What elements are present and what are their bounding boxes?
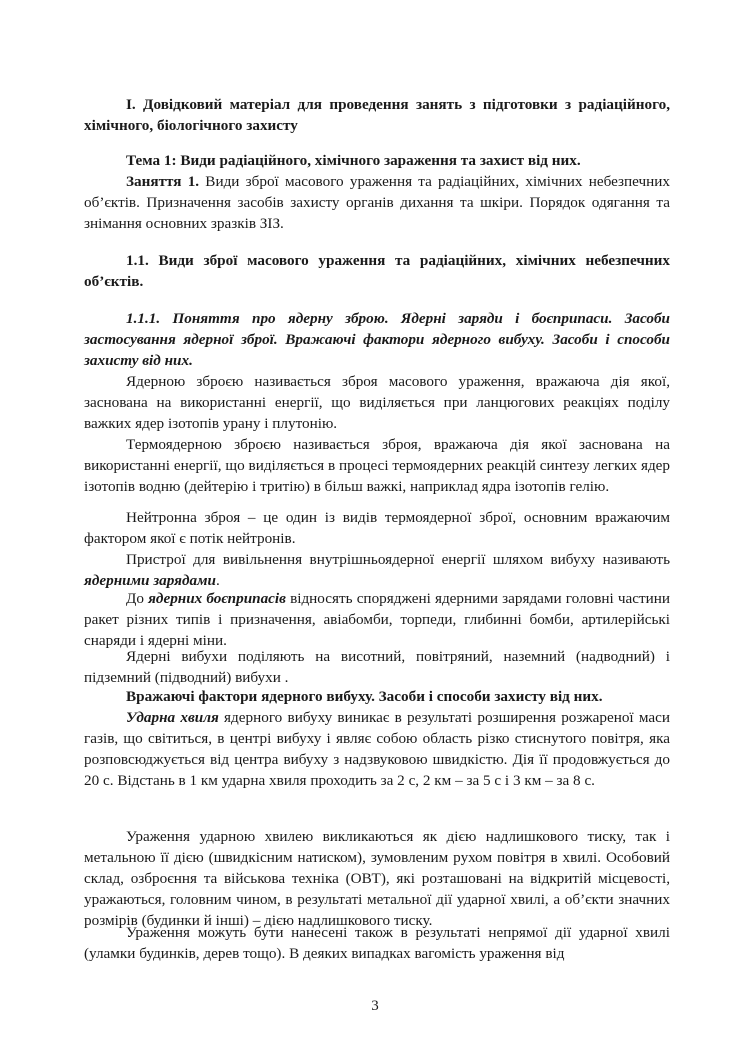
section-1-1-1-heading: 1.1.1. Поняття про ядерну зброю. Ядерні заряди і боєприпаси. Засоби застосування ядерної зброї. Вражаючі фактори ядерного вибуху. Засоби і способи захисту від них. [84, 310, 670, 369]
term-nuclear-charges: ядерними зарядами [84, 572, 216, 589]
lesson-paragraph [84, 171, 670, 234]
paragraph-nuclear-munitions: До ядерних боєприпасів відносять споряджені ядерними зарядами головні частини ракет різних типів і призначення, авіабомби, торпеди, глибинні бомби, артилерійські снаряди і ядерні міни. [84, 590, 670, 649]
paragraph-shock-wave-damage: Ураження ударною хвилею викликаються як дією надлишкового тиску, так і метальною її дією (швидкісним натиском), зумовленим рухом повітря в хвилі. Особовий склад, озброєння та військова техніка (ОВТ), які розташовані на відкритій місцевості, уражаються, головним чином, в результаті метальної дії ударної хвилі, а об’єкти значних розмірів (будинки й інші) – дією надлишкового тиску. [84, 828, 670, 929]
paragraph-neutron-weapon: Нейтронна зброя – це один із видів термоядерної зброї, основним вражаючим фактором якої є потік нейтронів. [84, 509, 670, 547]
section-1-1-heading: 1.1. Види зброї масового ураження та радіаційних, хімічних небезпечних об’єктів. [84, 252, 670, 290]
subheading-damaging-factors: Вражаючі фактори ядерного вибуху. Засоби і способи захисту від них. [126, 688, 603, 705]
paragraph-nuclear-charges: Пристрої для вивільнення внутрішньоядерної енергії шляхом вибуху називають ядерними зарядами. [84, 551, 670, 589]
paragraph-explosion-types: Ядерні вибухи поділяють на висотний, повітряний, наземний (надводний) і підземний (підводний) вибухи . [84, 648, 670, 686]
term-shock-wave: Ударна хвиля [126, 709, 219, 726]
term-nuclear-munitions: ядерних боєприпасів [148, 590, 286, 607]
lesson-label: Заняття 1. [126, 173, 200, 190]
paragraph-nuclear-weapon: Ядерною зброєю називається зброя масового ураження, вражаюча дія якої, заснована на використанні енергії, що виділяється при ланцюгових реакціях поділу важких ядер ізотопів урану і плутонію. [84, 373, 670, 432]
lesson-text: Види зброї масового ураження та радіаційних, хімічних небезпечних об’єктів. Призначення засобів захисту органів дихання та шкіри. Порядок одягання та знімання основних зразків ЗІЗ. [84, 173, 670, 232]
topic-heading: Тема 1: Види радіаційного, хімічного зараження та захист від них. [126, 152, 581, 169]
page-number: 3 [371, 998, 379, 1014]
document-heading: I. Довідковий матеріал для проведення занять з підготовки з радіаційного, хімічного, біологічного захисту [84, 96, 670, 134]
paragraph-thermonuclear-weapon: Термоядерною зброєю називається зброя, вражаюча дія якої заснована на використанні енергії, що виділяється в процесі термоядерних реакцій синтезу легких ядер ізотопів водню (дейтерію і тритію) в більш важкі, наприклад ядра ізотопів гелію. [84, 436, 670, 495]
paragraph-indirect-damage: Ураження можуть бути нанесені також в результаті непрямої дії ударної хвилі (уламки будинків, дерев тощо). В деяких випадках вагомість ураження від [84, 924, 670, 962]
paragraph-shock-wave: Ударна хвиля ядерного вибуху виникає в результаті розширення розжареної маси газів, що світиться, в центрі вибуху і являє собою область різко стиснутого повітря, яка розповсюджується від центра вибуху з надзвуковою швидкістю. Дія її продовжується до 20 с. Відстань в 1 км ударна хвиля проходить за 2 с, 2 км – за 5 с і 3 км – за 8 с. [84, 709, 670, 789]
